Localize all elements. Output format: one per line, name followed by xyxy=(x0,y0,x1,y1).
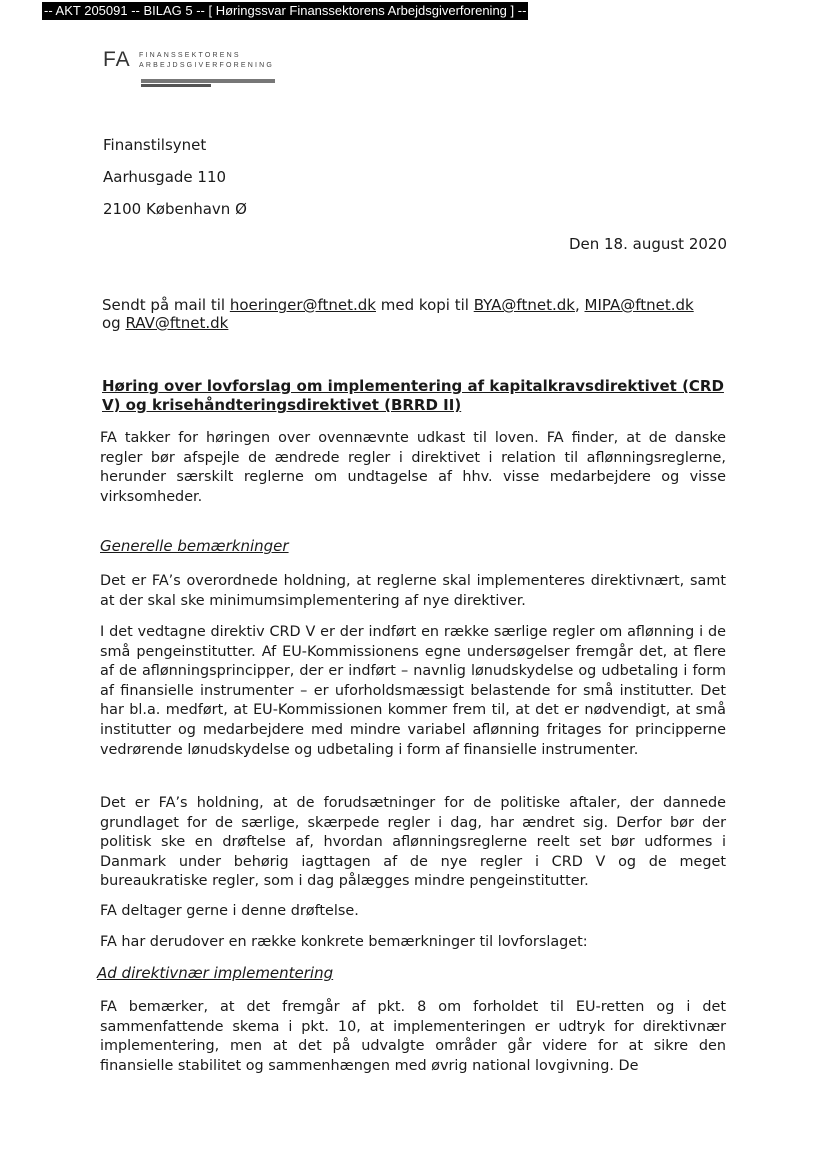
recipient-name: Finanstilsynet xyxy=(103,136,207,154)
document-header-banner: -- AKT 205091 -- BILAG 5 -- [ Høringssvar Finanssektorens Arbejdsgiverforening ] -- xyxy=(44,3,527,18)
email-link-bya[interactable]: BYA@ftnet.dk xyxy=(473,296,575,314)
logo-line1: FINANSSEKTORENS xyxy=(139,52,241,59)
recipient-street: Aarhusgade 110 xyxy=(103,168,227,186)
paragraph-5: FA har derudover en række konkrete bemærkninger til lovforslaget: xyxy=(100,934,588,950)
logo-line2: ARBEJDSGIVERFORENING xyxy=(139,62,275,69)
sent-line-1 xyxy=(102,295,694,315)
paragraph-1: Det er FA’s overordnede holdning, at reglerne skal implementeres direktivnært, samt at der skal ske minimumsimplementering af nye direktiver. xyxy=(100,573,726,609)
sent-mid: med kopi til xyxy=(380,296,469,314)
logo-name xyxy=(139,51,274,71)
sent-prefix: Sendt på mail til xyxy=(102,296,226,314)
logo-bar xyxy=(141,79,275,83)
email-link-rav[interactable]: RAV@ftnet.dk xyxy=(125,314,229,332)
email-link-mipa[interactable]: MIPA@ftnet.dk xyxy=(584,296,694,314)
paragraph-3: Det er FA’s holdning, at de forudsætninger for de politiske aftaler, der dannede grundlaget for de særlige, skærpede regler i dag, har ændret sig. Derfor bør der politisk ske en drøftelse af, hvordan aflønningsreglerne reelt set bør udformes i Danmark under behørig iagttagen af de nye regler i CRD V og de meget bureaukratiske regler, som i dag pålægges mindre pengeinstitutter. xyxy=(100,795,726,890)
logo-abbr: FA xyxy=(103,48,131,71)
logo-bar-secondary xyxy=(141,84,211,87)
section-title-general: Generelle bemærkninger xyxy=(100,537,289,555)
paragraph-6: FA bemærker, at det fremgår af pkt. 8 om forholdet til EU-retten og i det sammenfattende skema i pkt. 10, at implementeringen er udtryk for direktivnær implementering, men at det på udvalgte områder går videre for at sikre den finansielle stabilitet og sammenhængen med øvrig national lovgivning. De xyxy=(100,999,726,1074)
sent-and: og xyxy=(102,314,121,332)
paragraph-2: I det vedtagne direktiv CRD V er der indført en række særlige regler om aflønning i de små pengeinstitutter. Af EU-Kommissionens egne undersøgelser fremgår det, at flere af de aflønningsprincipper, der er indført – navnlig lønudskydelse og udbetaling i form af finansielle instrumenter – er uforholdsmæssigt belastende for små institutter. Det har bl.a. medført, at EU-Kommissionen kommer frem til, at det er nødvendigt, at små institutter og medarbejdere med mindre variabel aflønning fritages for principperne vedrørende lønudskydelse og udbetaling i form af finansielle instrumenter. xyxy=(100,624,726,758)
paragraph-4: FA deltager gerne i denne drøftelse. xyxy=(100,903,359,919)
recipient-city: 2100 København Ø xyxy=(103,200,247,218)
sent-line-2 xyxy=(102,313,228,333)
email-link-hoeringer[interactable]: hoeringer@ftnet.dk xyxy=(229,296,376,314)
heading-line-2: V) og krisehåndteringsdirektivet (BRRD II) xyxy=(102,396,462,414)
letter-date: Den 18. august 2020 xyxy=(568,235,727,253)
section-title-directive: Ad direktivnær implementering xyxy=(97,964,334,982)
heading-line-1: Høring over lovforslag om implementering af kapitalkravsdirektivet (CRD xyxy=(102,377,724,395)
sent-separator: , xyxy=(574,296,580,314)
intro-paragraph: FA takker for høringen over ovennævnte udkast til loven. FA finder, at de danske regler bør afspejle de ændrede regler i direktivet i relation til aflønningsreglerne, herunder særskilt reglerne om undtagelse af hhv. visse medarbejdere og visse virksomheder. xyxy=(100,430,726,505)
